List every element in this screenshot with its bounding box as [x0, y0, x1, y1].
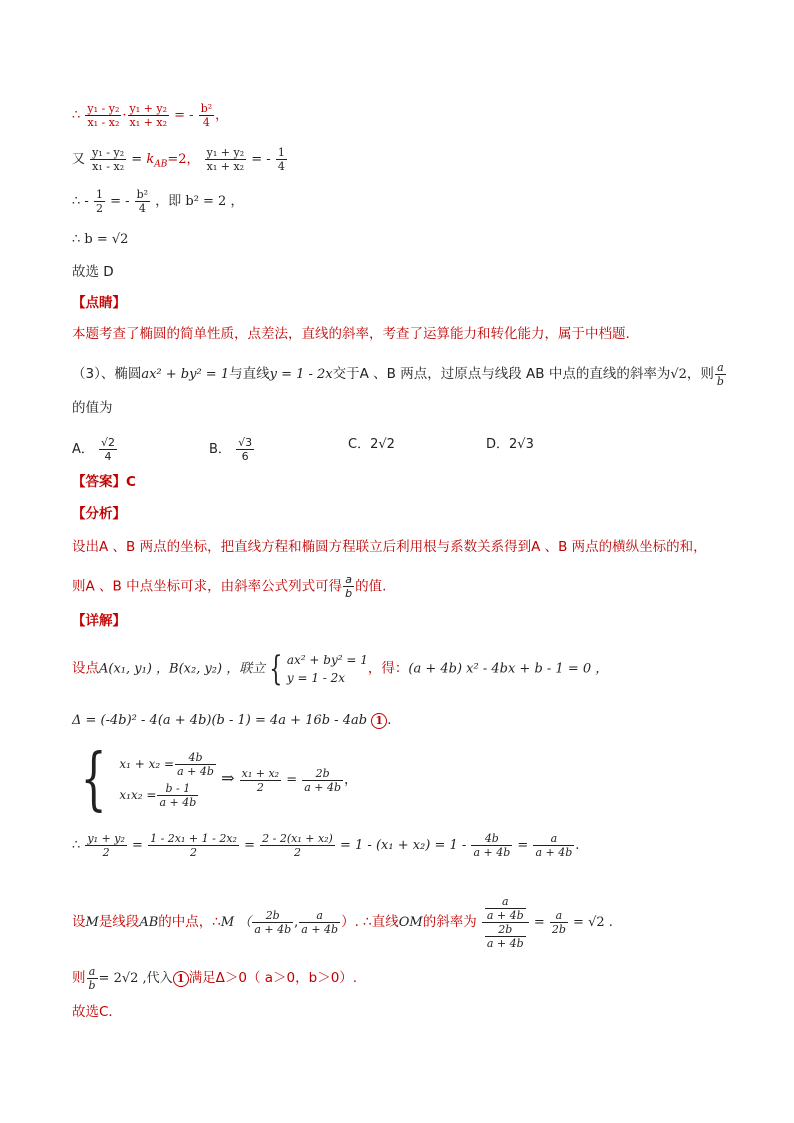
answer-line: 【答案】C — [72, 474, 136, 490]
compound-fraction: $\frac{\frac{a}{a + 4b}}{\frac{2b}{a + 4b}}$ — [482, 895, 529, 950]
fraction: $\frac{√2}{4}$ — [101, 436, 116, 463]
therefore-symbol: ∴ — [72, 108, 81, 123]
fraction: $\frac{2b}{a + 4b}$ — [304, 766, 342, 794]
dianjing-body: 本题考查了椭圆的简单性质，点差法，直线的斜率，考查了运算能力和转化能力，属于中档题. — [72, 326, 630, 342]
fraction: $\frac{√3}{6}$ — [238, 436, 253, 463]
analysis-line-2: 则A 、B 中点坐标可求，由斜率公式列式可得 $\frac{a}{b}$ 的值. — [72, 573, 387, 600]
fenxi-header: 【分析】 — [72, 506, 126, 522]
choose-answer-line: 故选 D — [72, 264, 114, 280]
fraction: $\frac{\text{y₁ + y₂}}{\text{x₁ + x₂}}$ — [206, 146, 245, 173]
fraction: $\frac{2b}{a + 4b}$ — [254, 909, 292, 936]
fraction-a-over-b: $\frac{a}{b}$ — [88, 965, 96, 992]
fraction: $\frac{a}{a + 4b}$ — [301, 909, 339, 936]
system-brace: { — [80, 740, 107, 819]
option-d[interactable]: D．2√3 — [486, 437, 534, 452]
derivation-line-1: ∴ $\frac{\text{y₁ - y₂}}{\text{x₁ - x₂}}$ · $\frac{\text{y₁ + y₂}}{\text{x₁ + x₂}}$ = - $\frac{\text{b²}}{4}$ ， — [72, 102, 229, 129]
implies-arrow: ⇒ — [221, 768, 235, 788]
fraction: $\frac{a}{a + 4b}$ — [535, 832, 573, 859]
detail-line-6: 则 $\frac{a}{b}$ = 2√2 ,代入 1 满足Δ＞0（ a＞0，b＞0）. — [72, 965, 358, 992]
detail-line-3: { x₁ + x₂ = $\frac{4b}{a + 4b}$ x₁x₂ = $\frac{b - 1}{a + 4b}$ ⇒ $\frac{\text{x₁ + x₂}}{2}$ = $\frac{2b}{a + 4b}$ ， — [80, 740, 358, 819]
detail-line-5: 设M是线段AB的中点，∴M （ $\frac{2b}{a + 4b}$ , $\frac{a}{a + 4b}$ ）. ∴直线OM的斜率为 $\frac{\frac{a}{a + 4b}}{\frac{2b}{a + 4b}}$ = $\frac{a}{2b}$ = √2 . — [72, 895, 613, 950]
fraction: $\frac{\text{1 - 2x₁ + 1 - 2x₂}}{2}$ — [150, 832, 237, 859]
fraction: $\frac{4b}{a + 4b}$ — [473, 832, 511, 859]
dianjing-header: 【点睛】 — [72, 295, 126, 311]
equation-system: ax² + by² = 1 y = 1 - 2x — [286, 653, 368, 685]
fraction-a-over-b: $\frac{a}{b}$ — [345, 573, 353, 600]
you-label: 又 — [72, 152, 86, 167]
detail-line-1: 设点A(x₁, y₁) ，B(x₂, y₂) ，联立 { ax² + by² = 1 y = 1 - 2x ，得：(a + 4b) x² - 4bx + b - 1 = 0 ， — [72, 649, 609, 689]
kab-symbol: $k_{AB}$ — [146, 152, 168, 170]
kab-value: =2， — [167, 152, 200, 167]
analysis-line-1: 设出A 、B 两点的坐标，把直线方程和椭圆方程联立后利用根与系数关系得到A 、B 两点的横纵坐标的和， — [72, 539, 707, 555]
circled-one-marker: 1 — [371, 713, 387, 729]
fraction: $\frac{1}{2}$ — [95, 188, 103, 215]
system-brace: { — [269, 649, 283, 689]
detail-line-2: Δ = (-4b)² - 4(a + 4b)(b - 1) = 4a + 16b - 4ab 1 . — [72, 713, 392, 728]
fraction: $\frac{a}{2b}$ — [551, 909, 566, 936]
fraction: $\frac{\text{b²}}{4}$ — [136, 188, 149, 215]
option-a[interactable]: A． $\frac{√2}{4}$ — [72, 436, 116, 463]
fraction: $\frac{\text{y₁ - y₂}}{\text{x₁ - x₂}}$ — [87, 102, 120, 129]
question-3: （3）、椭圆ax² + by² = 1与直线y = 1 - 2x交于A 、B 两点，过原点与线段 AB 中点的直线的斜率为√2，则 $\frac{a}{b}$ — [72, 361, 724, 388]
question-3-tail: 的值为 — [72, 400, 113, 416]
detail-line-4: ∴ $\frac{\text{y₁ + y₂}}{2}$ = $\frac{\text{1 - 2x₁ + 1 - 2x₂}}{2}$ = $\frac{\text{2 - 2(x₁ + x₂)}}{2}$ = 1 - (x₁ + x₂) = 1 - $\frac{4b}{a + 4b}$ = $\frac{a}{a + 4b}$ . — [72, 832, 580, 859]
fraction: $\frac{\text{y₁ - y₂}}{\text{x₁ - x₂}}$ — [92, 146, 125, 173]
fraction: $\frac{\text{x₁ + x₂}}{2}$ — [241, 766, 280, 794]
derivation-line-3: ∴ - $\frac{1}{2}$ = - $\frac{\text{b²}}{4}$ ，即 b² = 2 ， — [72, 188, 244, 215]
derivation-line-2: 又 $\frac{\text{y₁ - y₂}}{\text{x₁ - x₂}}$ = $k_{AB}=2$， $\frac{\text{y₁ + y₂}}{\text{x₁ + x₂}}$ = - $\frac{1}{4}$ — [72, 146, 285, 173]
fraction: $\frac{\text{y₁ + y₂}}{\text{x₁ + x₂}}$ — [129, 102, 167, 129]
fraction: $\frac{1}{4}$ — [277, 146, 285, 173]
option-c[interactable]: C．2√2 — [348, 437, 395, 452]
circled-one-marker: 1 — [173, 971, 189, 987]
fraction: $\frac{\text{b²}}{4}$ — [200, 102, 213, 129]
fraction: $\frac{\text{y₁ + y₂}}{2}$ — [87, 832, 125, 859]
final-choice-line: 故选C． — [72, 1004, 122, 1020]
option-b[interactable]: B． $\frac{√3}{6}$ — [209, 436, 253, 463]
fraction-a-over-b: $\frac{a}{b}$ — [716, 361, 724, 388]
derivation-line-4: ∴ b = √2 — [72, 232, 129, 247]
vieta-system: x₁ + x₂ = $\frac{4b}{a + 4b}$ x₁x₂ = $\frac{b - 1}{a + 4b}$ — [119, 751, 214, 809]
fraction: $\frac{\text{2 - 2(x₁ + x₂)}}{2}$ — [262, 832, 333, 859]
xiangjie-header: 【详解】 — [72, 613, 126, 629]
